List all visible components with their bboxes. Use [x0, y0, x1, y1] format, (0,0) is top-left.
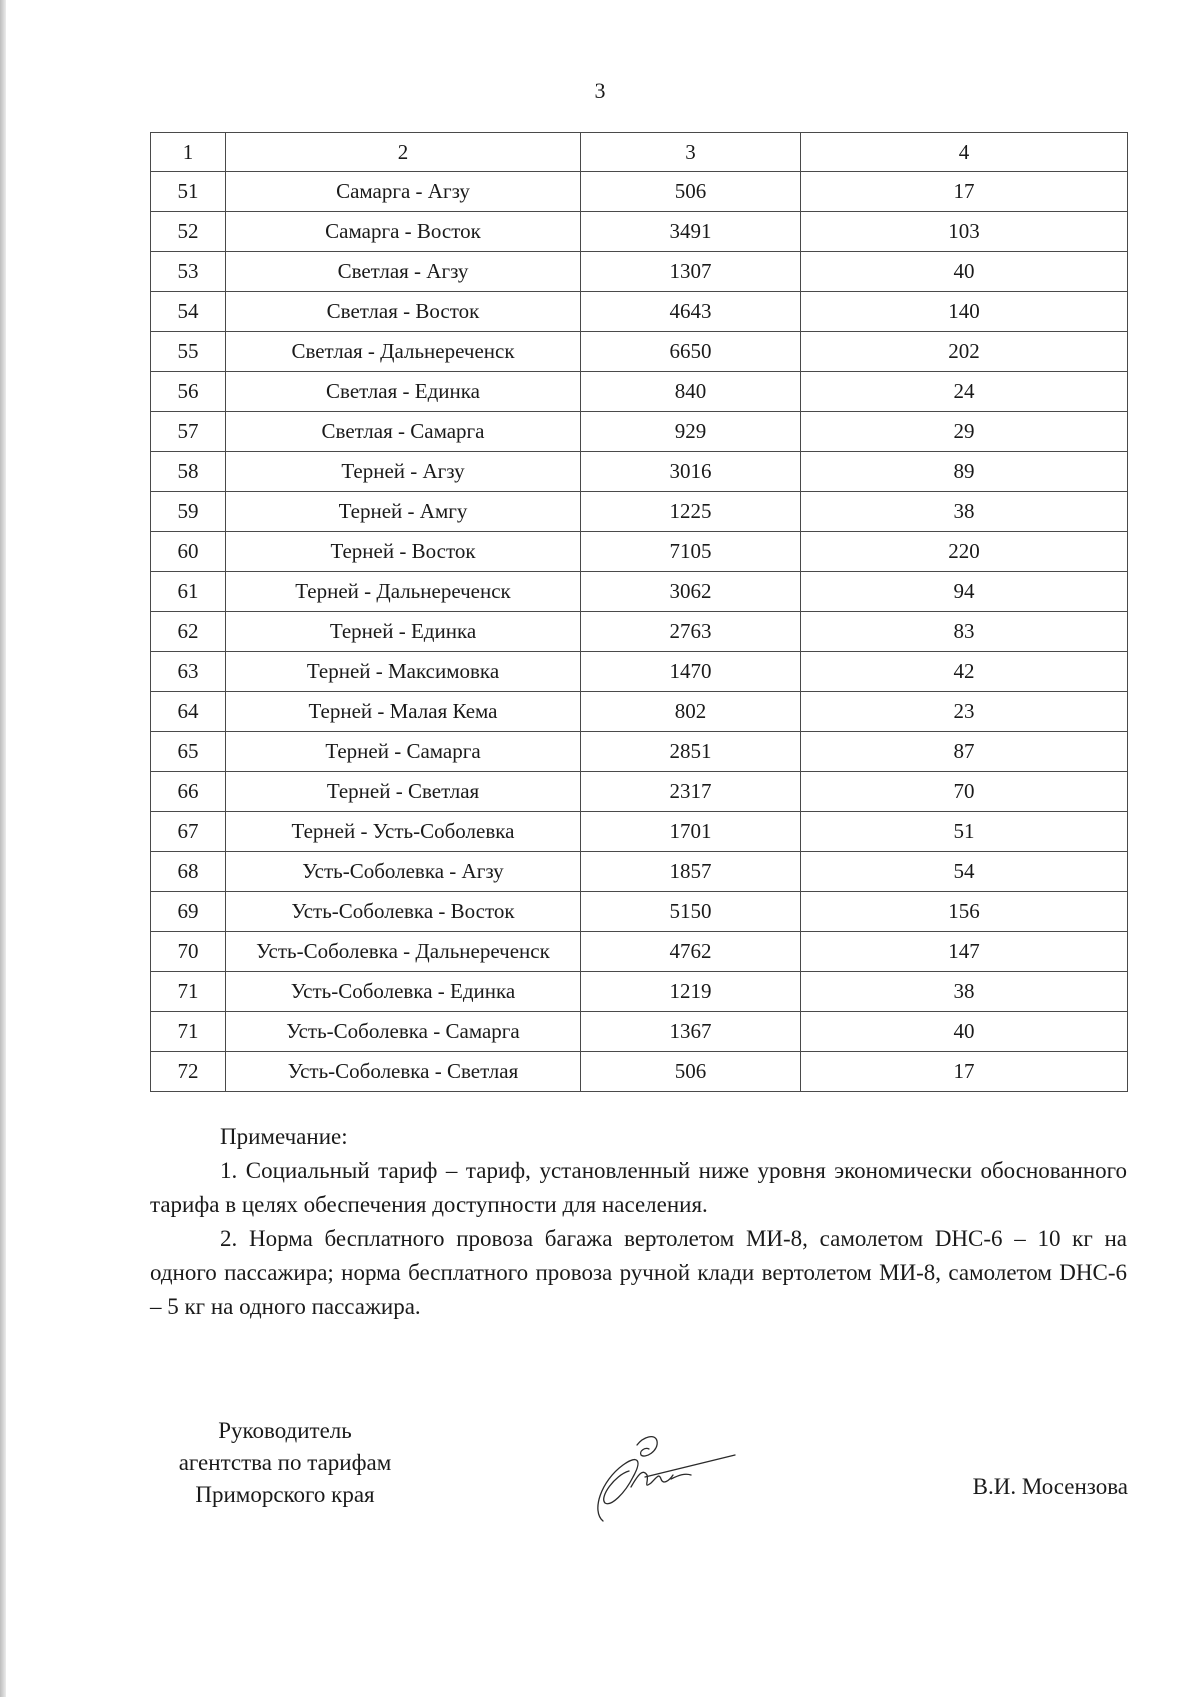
value-cell-4: 89: [801, 452, 1128, 492]
table-row: [151, 372, 1128, 412]
value-cell-4: 24: [801, 372, 1128, 412]
value-cell-4: 51: [801, 812, 1128, 852]
table-row: [151, 892, 1128, 932]
table-row: [151, 732, 1128, 772]
row-number-cell: 56: [151, 372, 226, 412]
row-number-cell: 53: [151, 252, 226, 292]
value-cell-4: 54: [801, 852, 1128, 892]
value-cell-3: 1225: [581, 492, 801, 532]
route-cell: Светлая - Самарга: [226, 412, 581, 452]
row-number-cell: 57: [151, 412, 226, 452]
value-cell-3: 6650: [581, 332, 801, 372]
table-row: [151, 572, 1128, 612]
header-cell-3: 3: [581, 133, 801, 172]
value-cell-3: 2851: [581, 732, 801, 772]
handwritten-signature: [585, 1425, 755, 1525]
route-cell: Усть-Соболевка - Дальнереченск: [226, 932, 581, 972]
value-cell-3: 5150: [581, 892, 801, 932]
table-row: [151, 332, 1128, 372]
route-cell: Терней - Единка: [226, 612, 581, 652]
route-cell: Светлая - Дальнереченск: [226, 332, 581, 372]
table-row: [151, 1012, 1128, 1052]
value-cell-4: 29: [801, 412, 1128, 452]
value-cell-4: 147: [801, 932, 1128, 972]
value-cell-4: 23: [801, 692, 1128, 732]
page-edge: [0, 0, 6, 1697]
value-cell-4: 83: [801, 612, 1128, 652]
tariff-table: [150, 132, 1128, 1092]
route-cell: Самарга - Восток: [226, 212, 581, 252]
route-cell: Терней - Усть-Соболевка: [226, 812, 581, 852]
route-cell: Самарга - Агзу: [226, 172, 581, 212]
table-row: [151, 532, 1128, 572]
position-line-2: агентства по тарифам: [178, 1450, 392, 1475]
value-cell-3: 3016: [581, 452, 801, 492]
route-cell: Усть-Соболевка - Агзу: [226, 852, 581, 892]
row-number-cell: 52: [151, 212, 226, 252]
table-row: [151, 652, 1128, 692]
table-row: [151, 1052, 1128, 1092]
table-row: [151, 692, 1128, 732]
table-row: [151, 812, 1128, 852]
value-cell-4: 38: [801, 492, 1128, 532]
value-cell-4: 42: [801, 652, 1128, 692]
route-cell: Терней - Малая Кема: [226, 692, 581, 732]
value-cell-4: 87: [801, 732, 1128, 772]
route-cell: Терней - Восток: [226, 532, 581, 572]
value-cell-3: 1307: [581, 252, 801, 292]
row-number-cell: 55: [151, 332, 226, 372]
value-cell-4: 70: [801, 772, 1128, 812]
route-cell: Усть-Соболевка - Самарга: [226, 1012, 581, 1052]
value-cell-3: 929: [581, 412, 801, 452]
signatory-position: [150, 1415, 420, 1511]
value-cell-4: 140: [801, 292, 1128, 332]
route-cell: Терней - Светлая: [226, 772, 581, 812]
row-number-cell: 71: [151, 972, 226, 1012]
row-number-cell: 68: [151, 852, 226, 892]
value-cell-4: 103: [801, 212, 1128, 252]
route-cell: Светлая - Единка: [226, 372, 581, 412]
route-cell: Терней - Агзу: [226, 452, 581, 492]
value-cell-3: 2763: [581, 612, 801, 652]
value-cell-3: 4643: [581, 292, 801, 332]
table-row: [151, 852, 1128, 892]
value-cell-3: 2317: [581, 772, 801, 812]
position-line-3: Приморского края: [195, 1482, 375, 1507]
route-cell: Светлая - Восток: [226, 292, 581, 332]
table-row: [151, 612, 1128, 652]
value-cell-3: 1857: [581, 852, 801, 892]
value-cell-4: 202: [801, 332, 1128, 372]
value-cell-3: 3062: [581, 572, 801, 612]
row-number-cell: 54: [151, 292, 226, 332]
value-cell-4: 17: [801, 172, 1128, 212]
page-number: 3: [594, 78, 606, 103]
row-number-cell: 69: [151, 892, 226, 932]
value-cell-3: 7105: [581, 532, 801, 572]
table-row: [151, 412, 1128, 452]
table-row: [151, 212, 1128, 252]
row-number-cell: 58: [151, 452, 226, 492]
note-item-1: 1. Социальный тариф – тариф, установленный ниже уровня экономически обоснованного тарифа в целях обеспечения доступности для населения.: [150, 1158, 1127, 1217]
notes-section: [150, 1120, 1127, 1324]
row-number-cell: 65: [151, 732, 226, 772]
table-row: [151, 932, 1128, 972]
route-cell: Терней - Амгу: [226, 492, 581, 532]
value-cell-4: 94: [801, 572, 1128, 612]
value-cell-4: 220: [801, 532, 1128, 572]
notes-title: Примечание:: [220, 1124, 348, 1149]
value-cell-4: 40: [801, 1012, 1128, 1052]
table-row: [151, 292, 1128, 332]
row-number-cell: 67: [151, 812, 226, 852]
route-cell: Усть-Соболевка - Светлая: [226, 1052, 581, 1092]
value-cell-3: 802: [581, 692, 801, 732]
tariff-table-body: [151, 133, 1128, 1092]
route-cell: Светлая - Агзу: [226, 252, 581, 292]
table-row: [151, 772, 1128, 812]
row-number-cell: 70: [151, 932, 226, 972]
value-cell-4: 17: [801, 1052, 1128, 1092]
position-line-1: Руководитель: [218, 1418, 352, 1443]
value-cell-3: 1701: [581, 812, 801, 852]
route-cell: Терней - Самарга: [226, 732, 581, 772]
note-item-2: 2. Норма бесплатного провоза багажа вертолетом МИ-8, самолетом DHC-6 – 10 кг на одного пассажира; норма бесплатного провоза ручной клади вертолетом МИ-8, самолетом DHC-6 – 5 кг на одного пассажира.: [150, 1226, 1127, 1319]
value-cell-3: 506: [581, 172, 801, 212]
value-cell-3: 1219: [581, 972, 801, 1012]
header-cell-4: 4: [801, 133, 1128, 172]
row-number-cell: 71: [151, 1012, 226, 1052]
row-number-cell: 63: [151, 652, 226, 692]
table-row: [151, 972, 1128, 1012]
table-row: [151, 492, 1128, 532]
value-cell-3: 1470: [581, 652, 801, 692]
value-cell-3: 4762: [581, 932, 801, 972]
route-cell: Усть-Соболевка - Единка: [226, 972, 581, 1012]
row-number-cell: 60: [151, 532, 226, 572]
value-cell-4: 40: [801, 252, 1128, 292]
route-cell: Терней - Дальнереченск: [226, 572, 581, 612]
row-number-cell: 51: [151, 172, 226, 212]
row-number-cell: 62: [151, 612, 226, 652]
value-cell-4: 38: [801, 972, 1128, 1012]
table-header-row: [151, 133, 1128, 172]
table-row: [151, 252, 1128, 292]
value-cell-4: 156: [801, 892, 1128, 932]
value-cell-3: 3491: [581, 212, 801, 252]
signatory-name: В.И. Мосензова: [972, 1474, 1128, 1499]
row-number-cell: 61: [151, 572, 226, 612]
header-cell-1: 1: [151, 133, 226, 172]
header-cell-2: 2: [226, 133, 581, 172]
table-row: [151, 172, 1128, 212]
row-number-cell: 72: [151, 1052, 226, 1092]
value-cell-3: 506: [581, 1052, 801, 1092]
value-cell-3: 840: [581, 372, 801, 412]
route-cell: Усть-Соболевка - Восток: [226, 892, 581, 932]
row-number-cell: 66: [151, 772, 226, 812]
row-number-cell: 59: [151, 492, 226, 532]
route-cell: Терней - Максимовка: [226, 652, 581, 692]
row-number-cell: 64: [151, 692, 226, 732]
table-row: [151, 452, 1128, 492]
value-cell-3: 1367: [581, 1012, 801, 1052]
